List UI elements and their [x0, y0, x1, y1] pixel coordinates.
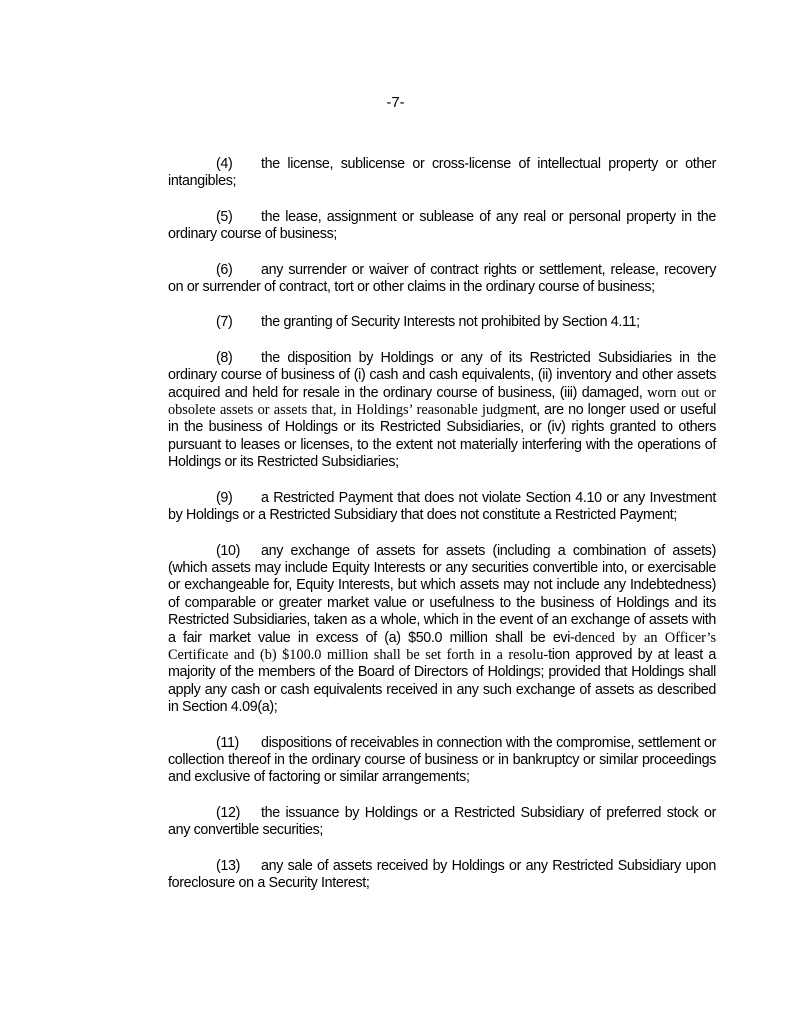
clause-13	[168, 858, 716, 893]
clause-number: (10)	[216, 542, 241, 559]
clause-text: the lease, assignment or sublease of any real or personal property in the ordinary course of business;	[168, 208, 716, 243]
clause-text: a Restricted Payment that does not violate Section 4.10 or any Investment by Holdings or a Restricted Subsidiary that does not constitute a Restricted Payment;	[168, 489, 716, 524]
clause-number: (7)	[216, 314, 233, 331]
clause-11	[168, 735, 716, 787]
clause-6	[168, 262, 716, 297]
clause-number: (5)	[216, 208, 233, 225]
clause-12	[168, 805, 716, 840]
clause-text: the issuance by Holdings or a Restricted Subsidiary of preferred stock or any convertible securities;	[168, 804, 716, 839]
clause-text-serif: denced by an Officer’s Certificate and (b) $100.0 million shall be set forth in a resolu-	[168, 629, 717, 663]
clause-number: (8)	[216, 349, 233, 366]
clause-number: (4)	[216, 156, 233, 172]
clause-10	[168, 543, 716, 717]
clause-number: (13)	[216, 857, 241, 874]
clause-4	[168, 156, 716, 191]
clause-text: any sale of assets received by Holdings or any Restricted Subsidiary upon foreclosure on a Security Interest;	[168, 857, 716, 891]
clause-number: (6)	[216, 261, 233, 278]
clause-number: (9)	[216, 489, 233, 506]
clause-text: nt, are no longer used or useful in the business of Holdings or its Restricted Subsidiaries, or (iv) rights granted to others pursuant to leases or licenses, to the extent not materially interfering with the operations of Holdings or its Restricted Subsidiaries;	[168, 402, 716, 471]
clause-text: dispositions of receivables in connection with the compromise, settlement or collection thereof in the ordinary course of business or in bankruptcy or similar proceedings and exclusive of factoring or similar arrangements;	[168, 734, 716, 786]
clause-text: the granting of Security Interests not prohibited by Section 4.11;	[261, 314, 640, 331]
clause-7	[168, 314, 716, 331]
clause-text: tion approved by at least a majority of the members of the Board of Directors of Holdings; provided that Holdings shall apply any cash or cash equivalents received in any such exchange of assets as described in Section 4.09(a);	[168, 646, 716, 716]
page-number: -7-	[386, 94, 405, 111]
clause-5	[168, 209, 716, 244]
clause-text: any surrender or waiver of contract rights or settlement, release, recovery on or surrender of contract, tort or other claims in the ordinary course of business;	[168, 261, 716, 296]
clause-text: any exchange of assets for assets (including a combination of assets) (which assets may include Equity Interests or any securities convertible into, or exercisable or exchangeable for, Equity Interests, but which assets may not include any Indebtedness) of comparable or greater market value or usefulness to the business of Holdings and its Restricted Subsidiaries, taken as a whole, which in the event of an exchange of assets with a fair market value in excess of (a) $50.0 million shall be evi-	[168, 542, 716, 646]
clause-9	[168, 490, 716, 525]
clause-8	[168, 350, 716, 472]
clause-text: the disposition by Holdings or any of its Restricted Subsidiaries in the ordinary course of business of (i) cash and cash equivalents, (ii) inventory and other assets acquired and held for resale in the ordinary course of business, (iii) damaged,	[168, 349, 716, 401]
document-body	[168, 156, 716, 910]
clause-text: the license, sublicense or cross-license of intellectual property or other intangibles;	[168, 156, 716, 190]
clause-text-serif: worn out or obsolete assets or assets that, in Holdings’ reasonable judgme	[168, 384, 716, 419]
clause-number: (12)	[216, 804, 241, 821]
clause-number: (11)	[216, 734, 239, 751]
